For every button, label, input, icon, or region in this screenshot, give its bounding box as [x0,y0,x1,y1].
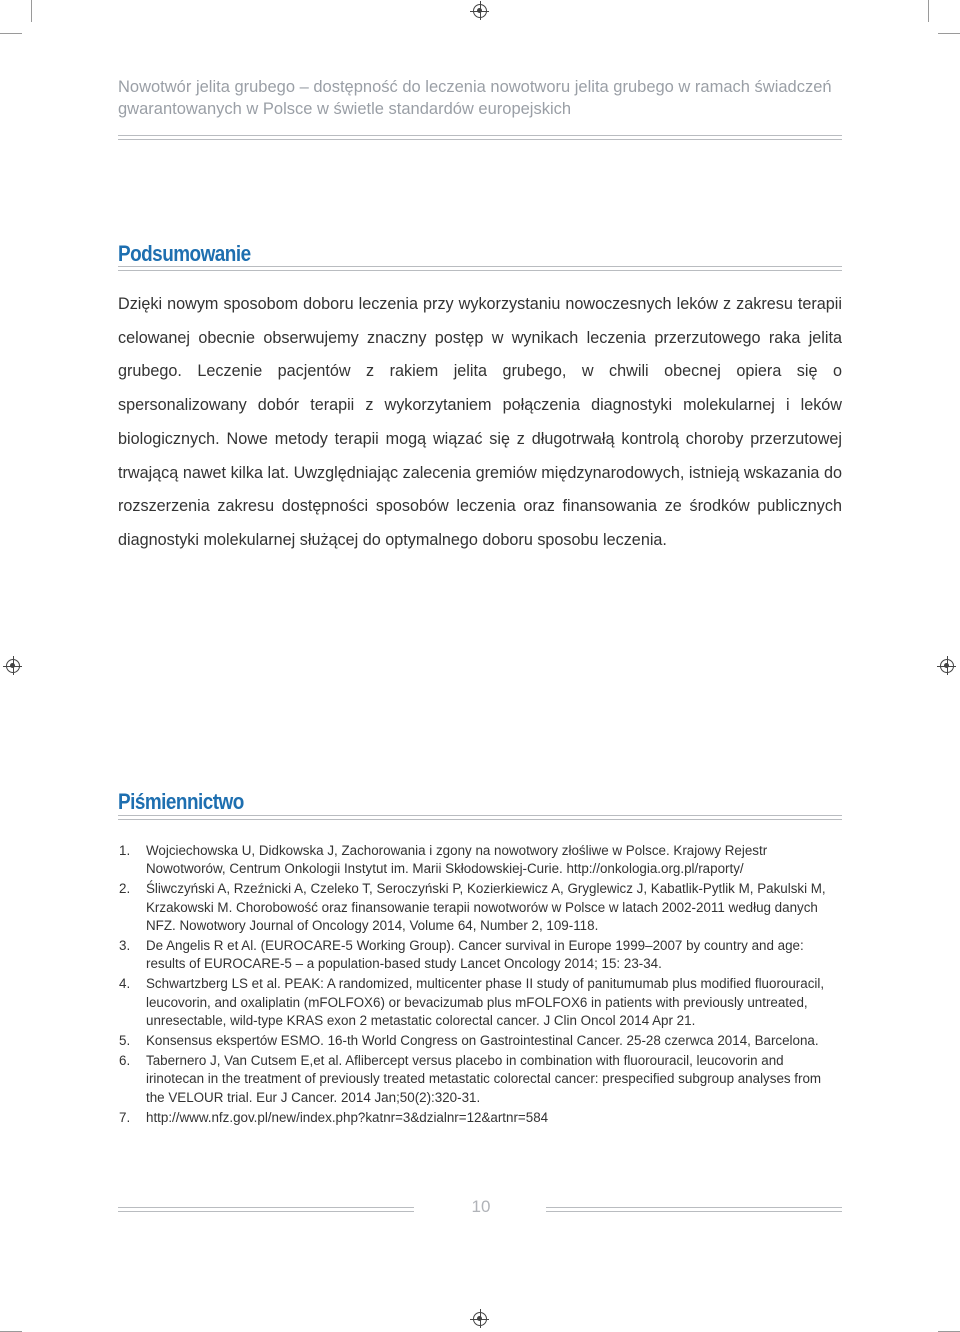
footer-divider-left [118,1207,414,1213]
summary-heading: Podsumowanie [118,241,251,266]
reference-text: Schwartzberg LS et al. PEAK: A randomized, multicenter phase II study of panitumumab plus modified fluorouracil, leucovorin, and oxaliplatin (mFOLFOX6) or bevacizumab plus mFOLFOX6 in patients with previously untreated, unresectable, wild-type KRAS exon 2 metastatic colorectal cancer. J Clin Oncol 2014 Apr 21. [146,976,825,1029]
crop-mark [31,0,32,22]
reference-item [118,937,842,974]
crop-mark [928,0,929,22]
registration-mark-icon [473,1312,487,1326]
reference-link[interactable]: http://www.nfz.gov.pl/new/index.php?katnr=3&dzialnr=12&artnr=584 [146,1109,549,1125]
header-divider [118,135,842,141]
summary-heading-underline [118,266,842,272]
reference-text: Śliwczyński A, Rzeźnicki A, Czeleko T, Seroczyński P, Kozierkiewicz A, Gryglewicz J, Kabatlik-Pytlik M, Pakulski M, Krzakowski M. Chorobowość oraz finansowanie terapii nowotworów w Polsce w latach 2002-2011 według danych NFZ. Nowotwory Journal of Oncology 2014, Volume 64, Number 2, 109-118. [146,881,826,934]
reference-item [118,880,842,935]
running-header: Nowotwór jelita grubego – dostępność do leczenia nowotworu jelita grubego w ramach świadczeń gwarantowanych w Polsce w świetle standardów europejskich [118,78,832,118]
footer-divider-right [546,1207,842,1213]
reference-item[interactable] [118,1109,842,1127]
registration-mark-icon [473,4,487,18]
reference-number: 1. [119,843,131,858]
reference-item [118,1052,842,1107]
reference-text: Tabernero J, Van Cutsem E,et al. Aflibercept versus placebo in combination with fluorouracil, leucovorin and irinotecan in the treatment of previously treated metastatic colorectal cancer: prespecified subgroup analyses from the VELOUR trial. Eur J Cancer. 2014 Jan;50(2):320-31. [146,1052,822,1105]
reference-number: 7. [119,1109,131,1125]
registration-mark-icon [6,659,20,673]
crop-mark [938,33,960,34]
crop-mark [0,33,22,34]
reference-item [118,975,842,1030]
reference-number: 5. [119,1033,131,1049]
references-heading-underline [118,815,842,821]
reference-number: 2. [119,881,131,897]
reference-text: Wojciechowska U, Didkowska J, Zachorowania i zgony na nowotwory złośliwe w Polsce. Krajowy Rejestr Nowotworów, Centrum Onkologii Instytut im. Marii Skłodowskiej-Curie. http://onkologia.org.pl/raporty/ [146,843,768,877]
references-heading: Piśmiennictwo [118,789,244,814]
reference-number: 3. [119,938,131,954]
reference-item [118,842,842,879]
page-number: 10 [471,1197,491,1216]
reference-text: De Angelis R et Al. (EUROCARE-5 Working Group). Cancer survival in Europe 1999–2007 by country and age: results of EUROCARE-5 – a population-based study Lancet Oncology 2014; 15: 23-34. [146,938,804,972]
reference-item [118,1032,842,1050]
reference-number: 4. [119,976,131,992]
references-list [118,842,842,1129]
reference-number: 6. [119,1052,131,1068]
summary-paragraph: Dzięki nowym sposobom doboru leczenia przy wykorzystaniu nowoczesnych leków z zakresu terapii celowanej obecnie obserwujemy znaczny postęp w wynikach leczenia przerzutowego raka jelita grubego. Leczenie pacjentów z rakiem jelita grubego, w chwili obecnej opiera się o spersonalizowany dobór terapii z wykorzytaniem połączenia diagnostyki molekularnej i leków biologicznych. Nowe metody terapii mogą wiązać się z długotrwałą kontrolą choroby przerzutowej trwającą nawet kilka lat. Uwzględniając zalecenia gremiów międzynarodowych, istnieją wskazania do rozszerzenia zakresu dostępności sposobów leczenia oraz finansowania ze środków publicznych diagnostyki molekularnej służącej do optymalnego doboru sposobu leczenia. [118,295,842,549]
registration-mark-icon [940,659,954,673]
reference-text: Konsensus ekspertów ESMO. 16-th World Congress on Gastrointestinal Cancer. 25-28 czerwca 2014, Barcelona. [146,1033,819,1049]
